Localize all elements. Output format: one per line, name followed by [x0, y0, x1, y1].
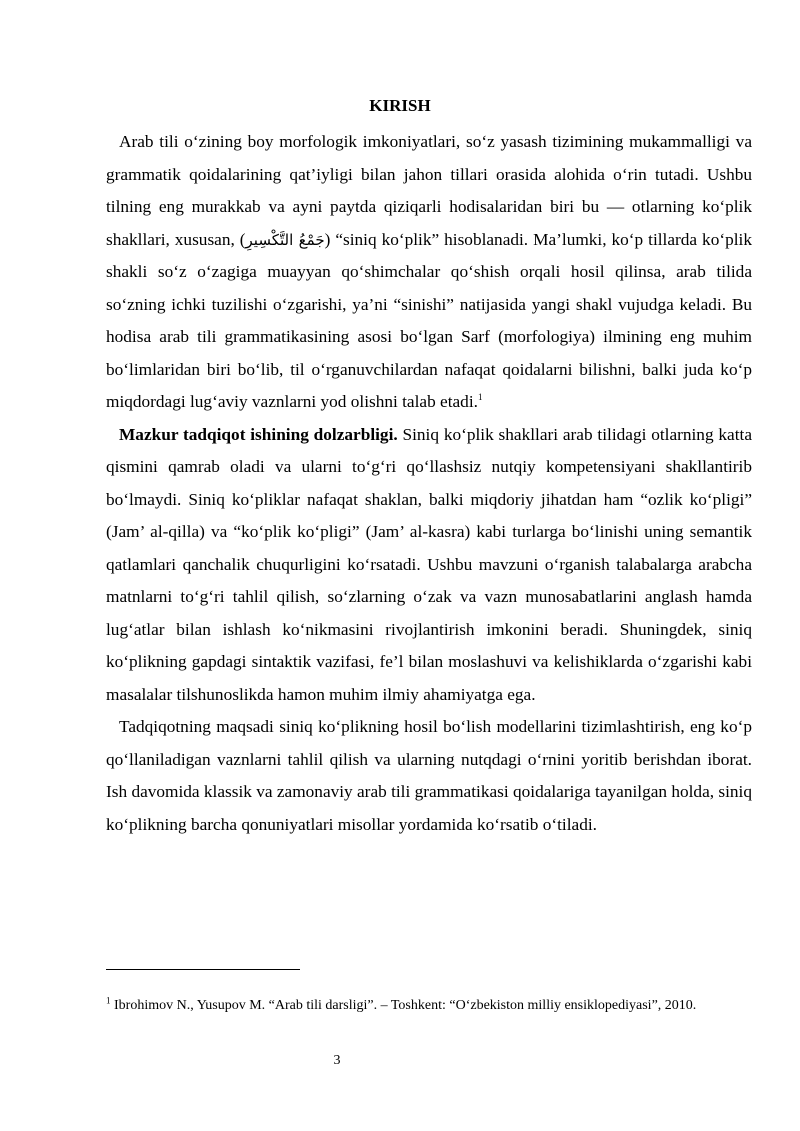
footnote	[106, 996, 752, 1015]
paragraph-introduction	[106, 126, 752, 419]
paragraph-relevance	[106, 419, 752, 712]
arabic-term: جَمْعُ التَّكْسِيرِ	[245, 230, 325, 249]
paragraph-text: ) “siniq ko‘plik” hisoblanadi. Ma’lumki, ko‘p tillarda ko‘plik shakli so‘z o‘zagiga muayyan qo‘shimchalar qo‘shish orqali hosil qilinsa, arab tilida so‘zning ichki tuzilishi o‘zgarishi, ya’ni “sinishi” natijasida yangi shakl vujudga keladi. Bu hodisa arab tili grammatikasining asosi bo‘lgan Sarf (morfologiya) ilmining eng muhim bo‘limlaridan biri bo‘lib, til o‘rganuvchilardan nafaqat qoidalarni bilishni, balki juda ko‘p miqdordagi lug‘aviy vaznlarni yod olishni talab etadi.	[106, 229, 752, 411]
paragraph-text: Arab tili o‘zining boy morfologik imkoniyatlari, so‘z yasash tizimining mukammalligi va grammatik qoidalarining qat’iyligi bilan jahon tillari orasida alohida o‘rin tutadi. Ushbu tilning eng murakkab va ayni paytda qiziqarli hodisalaridan biri bu — otlarning ko‘plik shakllari, xususan, (	[106, 132, 752, 249]
paragraph-goal: Tadqiqotning maqsadi siniq ko‘plikning hosil bo‘lish modellarini tizimlashtirish, eng ko‘p qo‘llaniladigan vaznlarni tahlil qilish va ularning nutqdagi o‘rnini yoritib berishdan iborat. Ish davomida klassik va zamonaviy arab tili grammatikasi qoidalariga tayanilgan holda, siniq ko‘plikning barcha qonuniyatlari misollar yordamida ko‘rsatib o‘tiladi.	[106, 717, 752, 834]
paragraph-text: Siniq ko‘plik shakllari arab tilidagi otlarning katta qismini qamrab oladi va ularni to‘g‘ri qo‘llashsiz nutqiy kompetensiyani shakllantirib bo‘lmaydi. Siniq ko‘pliklar nafaqat shaklan, balki miqdoriy jihatdan ham “ozlik ko‘pligi” (Jam’ al-qilla) va “ko‘plik ko‘pligi” (Jam’ al-kasra) kabi turlarga bo‘linishi uning semantik qatlamlari qanchalik chuqurligini ko‘rsatadi. Ushbu mavzuni o‘rganish talabalarga arabcha matnlarni to‘g‘ri tahlil qilish, so‘zlarning o‘zak va vazn munosabatlarini anglash hamda lug‘atlar bilan ishlash ko‘nikmasini rivojlantirish imkonini beradi. Shuningdek, siniq ko‘plikning gapdagi sintaktik vazifasi, fe’l bilan moslashuvi va kelishiklarda o‘zgarishi kabi masalalar tilshunoslikda hamon muhim ilmiy ahamiyatga ega.	[106, 424, 752, 704]
section-title: KIRISH	[369, 96, 431, 115]
footnote-marker: 1	[106, 995, 111, 1006]
page-number: 3	[333, 1053, 341, 1068]
paragraph-bold-lead: Mazkur tadqiqot ishining dolzarbligi.	[119, 424, 398, 444]
footnote-reference[interactable]: 1	[477, 392, 483, 403]
footnote-text: Ibrohimov N., Yusupov M. “Arab tili darsligi”. – Toshkent: “O‘zbekiston milliy ensiklopediyasi”, 2010.	[110, 998, 697, 1013]
body-text	[106, 126, 752, 841]
footnote-separator	[106, 969, 300, 970]
